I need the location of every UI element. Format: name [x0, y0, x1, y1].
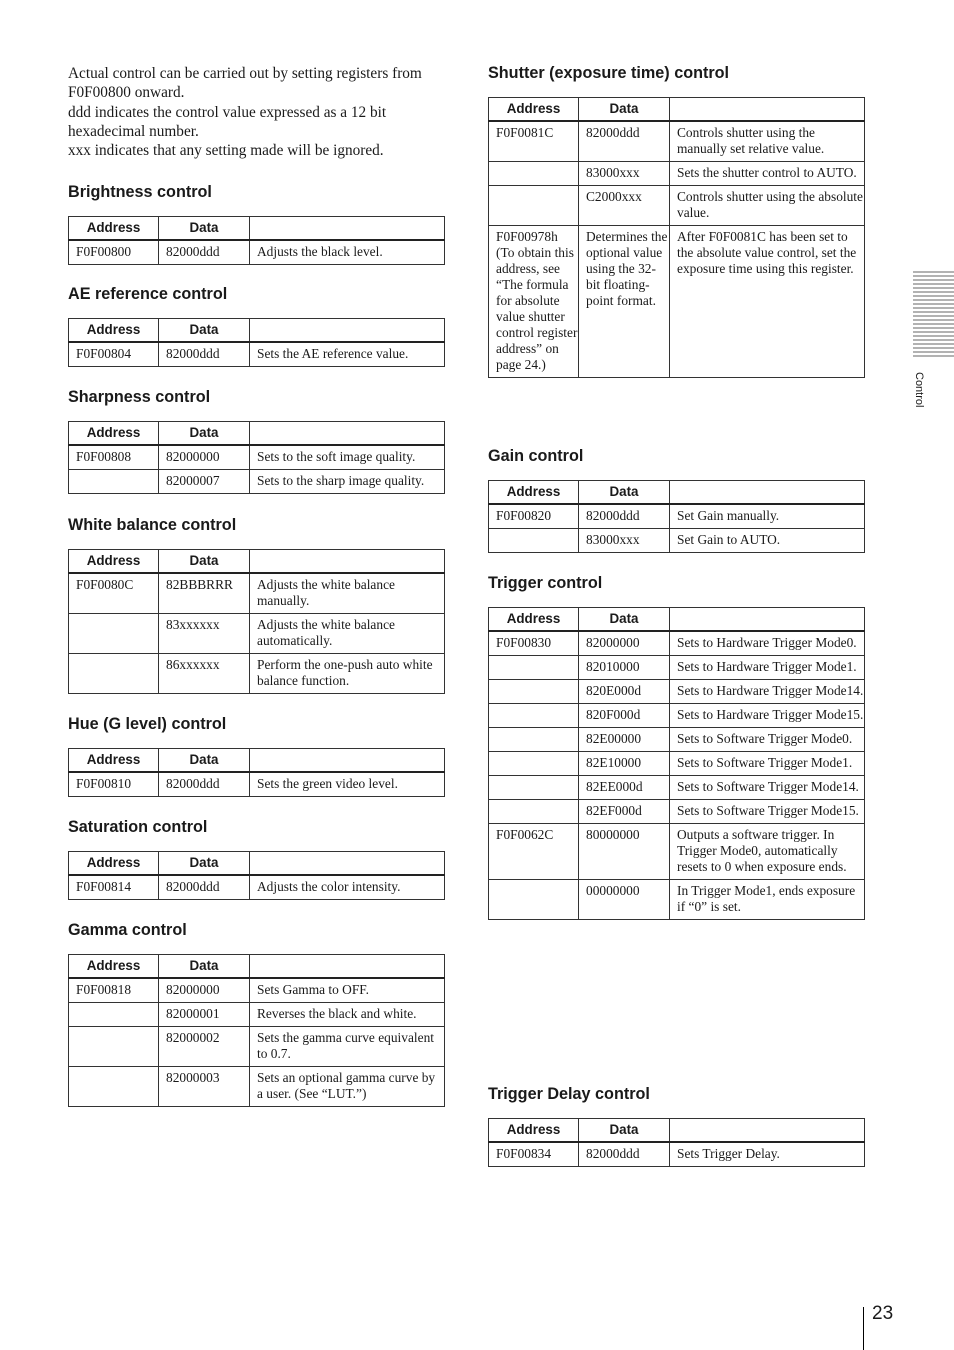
table-row [489, 1142, 865, 1167]
data-cell: 82000ddd [159, 875, 250, 900]
table-header-row [489, 608, 865, 632]
column-header: Address [489, 98, 579, 122]
column-header [250, 422, 445, 446]
shutter-section [488, 63, 865, 372]
intro-text [68, 64, 445, 160]
table-header-row [69, 955, 445, 979]
table-row [69, 342, 445, 367]
register-table [68, 748, 445, 797]
table-row [489, 631, 865, 656]
column-header [250, 319, 445, 343]
register-table [488, 1118, 865, 1167]
table-row [489, 656, 865, 680]
brightness-section [68, 182, 445, 259]
data-cell: 82000ddd [579, 121, 670, 162]
column-header: Address [69, 749, 159, 773]
column-header: Address [69, 422, 159, 446]
data-cell: 82000ddd [159, 342, 250, 367]
column-header [250, 550, 445, 574]
description-cell: Sets to Software Trigger Mode0. [670, 728, 865, 752]
table-row [489, 704, 865, 728]
table-row [489, 529, 865, 553]
address-cell [489, 186, 579, 226]
table-row [69, 1027, 445, 1067]
address-cell [489, 800, 579, 824]
address-cell: F0F00810 [69, 772, 159, 797]
table-header-row [69, 852, 445, 876]
gamma-section [68, 920, 445, 1101]
address-cell [489, 656, 579, 680]
description-cell: Adjusts the white balance manually. [250, 573, 445, 614]
data-cell: 82EE000d [579, 776, 670, 800]
address-cell [489, 704, 579, 728]
column-header [250, 852, 445, 876]
address-cell: F0F00804 [69, 342, 159, 367]
description-cell: Set Gain to AUTO. [670, 529, 865, 553]
register-table [68, 851, 445, 900]
data-cell: 82EF000d [579, 800, 670, 824]
table-header-row [69, 422, 445, 446]
column-header [250, 749, 445, 773]
data-cell: 82000ddd [159, 240, 250, 265]
data-cell: 82000002 [159, 1027, 250, 1067]
description-cell: Sets the green video level. [250, 772, 445, 797]
description-cell: Sets to Hardware Trigger Mode1. [670, 656, 865, 680]
description-cell: Sets the AE reference value. [250, 342, 445, 367]
address-cell: F0F00818 [69, 978, 159, 1003]
section-heading: Shutter (exposure time) control [488, 64, 730, 82]
ae-reference-section [68, 284, 445, 361]
address-cell [489, 680, 579, 704]
register-table [68, 318, 445, 367]
table-row [489, 504, 865, 529]
column-header: Address [69, 955, 159, 979]
description-cell: Controls shutter using the manually set relative value. [670, 121, 865, 162]
description-cell: Sets the gamma curve equivalent to 0.7. [250, 1027, 445, 1067]
description-cell: Sets to Software Trigger Mode14. [670, 776, 865, 800]
table-row [489, 162, 865, 186]
section-heading: White balance control [68, 516, 237, 534]
column-header: Data [579, 98, 670, 122]
intro-line: xxx indicates that any setting made will be ignored. [68, 142, 384, 160]
description-cell: Sets to the sharp image quality. [250, 470, 445, 494]
section-heading: Saturation control [68, 818, 208, 836]
section-heading: Gamma control [68, 921, 187, 939]
data-cell: 83xxxxxx [159, 614, 250, 654]
register-table [488, 607, 865, 920]
data-cell: 83000xxx [579, 162, 670, 186]
intro-line: Actual control can be carried out by setting registers from F0F00800 onward. [68, 65, 422, 102]
data-cell: C2000xxx [579, 186, 670, 226]
address-cell [69, 1067, 159, 1107]
hue-section [68, 714, 445, 791]
table-header-row [489, 481, 865, 505]
description-cell: Sets to Software Trigger Mode1. [670, 752, 865, 776]
trigger-delay-section [488, 1084, 865, 1161]
description-cell: Sets to Software Trigger Mode15. [670, 800, 865, 824]
intro-line: ddd indicates the control value expressed as a 12 bit hexadecimal number. [68, 103, 387, 140]
column-header [250, 217, 445, 241]
table-row [489, 186, 865, 226]
column-header: Data [159, 550, 250, 574]
address-cell [489, 776, 579, 800]
description-cell: Sets Gamma to OFF. [250, 978, 445, 1003]
section-heading: Trigger control [488, 574, 603, 592]
column-header: Address [489, 608, 579, 632]
address-cell: F0F00820 [489, 504, 579, 529]
address-cell: F0F00814 [69, 875, 159, 900]
table-row [69, 654, 445, 694]
table-row [489, 880, 865, 920]
description-cell: Adjusts the black level. [250, 240, 445, 265]
data-cell: 00000000 [579, 880, 670, 920]
column-header: Address [69, 319, 159, 343]
column-header: Data [159, 852, 250, 876]
column-header: Data [159, 955, 250, 979]
table-row [69, 772, 445, 797]
description-cell: Adjusts the white balance automatically. [250, 614, 445, 654]
column-header: Data [579, 481, 670, 505]
section-heading: AE reference control [68, 285, 228, 303]
table-row [69, 573, 445, 614]
table-row [489, 752, 865, 776]
description-cell: Sets Trigger Delay. [670, 1142, 865, 1167]
address-cell [69, 654, 159, 694]
description-cell: Adjusts the color intensity. [250, 875, 445, 900]
data-cell: 82000000 [579, 631, 670, 656]
address-cell [489, 752, 579, 776]
column-header: Address [489, 481, 579, 505]
table-header-row [69, 319, 445, 343]
address-cell [489, 728, 579, 752]
data-cell: 820F000d [579, 704, 670, 728]
data-cell: 83000xxx [579, 529, 670, 553]
column-header [670, 98, 865, 122]
gain-section [488, 446, 865, 547]
data-cell: 82010000 [579, 656, 670, 680]
column-header: Data [159, 749, 250, 773]
data-cell: 82E00000 [579, 728, 670, 752]
register-table [488, 97, 865, 378]
address-cell [69, 1003, 159, 1027]
register-table [68, 216, 445, 265]
section-heading: Hue (G level) control [68, 715, 227, 733]
column-header [670, 608, 865, 632]
table-header-row [489, 98, 865, 122]
side-tab-label: Control [913, 372, 925, 408]
column-header: Data [159, 217, 250, 241]
register-table [68, 549, 445, 694]
column-header [250, 955, 445, 979]
column-header: Data [579, 608, 670, 632]
description-cell: In Trigger Mode1, ends exposure if “0” is set. [670, 880, 865, 920]
description-cell: Sets an optional gamma curve by a user. (See “LUT.”) [250, 1067, 445, 1107]
table-header-row [69, 550, 445, 574]
address-cell [489, 162, 579, 186]
data-cell: 82000007 [159, 470, 250, 494]
description-cell: Sets to Hardware Trigger Mode15. [670, 704, 865, 728]
trigger-section [488, 573, 865, 914]
register-table [488, 480, 865, 553]
table-row [69, 1003, 445, 1027]
column-header: Address [69, 550, 159, 574]
table-row [69, 445, 445, 470]
table-row [69, 614, 445, 654]
address-cell [489, 529, 579, 553]
description-cell: Reverses the black and white. [250, 1003, 445, 1027]
page-number-rule [863, 1307, 864, 1350]
section-heading: Sharpness control [68, 388, 211, 406]
register-table [68, 954, 445, 1107]
table-row [69, 875, 445, 900]
table-row [489, 776, 865, 800]
table-row [489, 824, 865, 880]
register-table [68, 421, 445, 494]
data-cell: 82000ddd [579, 504, 670, 529]
saturation-section [68, 817, 445, 894]
column-header [670, 481, 865, 505]
address-cell [489, 880, 579, 920]
data-cell: 82BBBRRR [159, 573, 250, 614]
data-cell: 82E10000 [579, 752, 670, 776]
address-cell [69, 470, 159, 494]
column-header: Data [159, 422, 250, 446]
address-cell: F0F00834 [489, 1142, 579, 1167]
address-cell [69, 1027, 159, 1067]
section-heading: Trigger Delay control [488, 1085, 650, 1103]
address-cell: F0F00978h (To obtain this address, see “The formula for absolute value shutter control register address” on page 24.) [489, 226, 579, 378]
data-cell: 82000001 [159, 1003, 250, 1027]
page-number: 23 [872, 1303, 894, 1324]
data-cell: 82000003 [159, 1067, 250, 1107]
address-cell: F0F00808 [69, 445, 159, 470]
section-heading: Gain control [488, 447, 584, 465]
table-header-row [489, 1119, 865, 1143]
address-cell [69, 614, 159, 654]
table-row [489, 800, 865, 824]
column-header [670, 1119, 865, 1143]
side-tab-lines [913, 270, 954, 360]
description-cell: Sets to the soft image quality. [250, 445, 445, 470]
data-cell: 80000000 [579, 824, 670, 880]
table-row [489, 728, 865, 752]
column-header: Data [579, 1119, 670, 1143]
description-cell: Controls shutter using the absolute value. [670, 186, 865, 226]
column-header: Address [489, 1119, 579, 1143]
column-header: Data [159, 319, 250, 343]
table-row [489, 680, 865, 704]
table-row [69, 1067, 445, 1107]
description-cell: Perform the one-push auto white balance function. [250, 654, 445, 694]
description-cell: Sets to Hardware Trigger Mode0. [670, 631, 865, 656]
data-cell: 82000ddd [159, 772, 250, 797]
table-row [69, 240, 445, 265]
description-cell: Set Gain manually. [670, 504, 865, 529]
white-balance-section [68, 515, 445, 688]
column-header: Address [69, 852, 159, 876]
description-cell: After F0F0081C has been set to the absolute value control, set the exposure time using this register. [670, 226, 865, 378]
address-cell: F0F0080C [69, 573, 159, 614]
data-cell: 86xxxxxx [159, 654, 250, 694]
data-cell: 820E000d [579, 680, 670, 704]
table-row [69, 470, 445, 494]
description-cell: Sets to Hardware Trigger Mode14. [670, 680, 865, 704]
address-cell: F0F0081C [489, 121, 579, 162]
sharpness-section [68, 387, 445, 488]
table-header-row [69, 749, 445, 773]
data-cell: 82000000 [159, 978, 250, 1003]
table-row [69, 978, 445, 1003]
data-cell: 82000ddd [579, 1142, 670, 1167]
data-cell: Determines the optional value using the 32-bit floating-point format. [579, 226, 670, 378]
address-cell: F0F00800 [69, 240, 159, 265]
section-heading: Brightness control [68, 183, 212, 201]
description-cell: Sets the shutter control to AUTO. [670, 162, 865, 186]
table-header-row [69, 217, 445, 241]
table-row [489, 121, 865, 162]
column-header: Address [69, 217, 159, 241]
data-cell: 82000000 [159, 445, 250, 470]
table-row [489, 226, 865, 378]
address-cell: F0F0062C [489, 824, 579, 880]
description-cell: Outputs a software trigger. In Trigger Mode0, automatically resets to 0 when exposure ends. [670, 824, 865, 880]
address-cell: F0F00830 [489, 631, 579, 656]
